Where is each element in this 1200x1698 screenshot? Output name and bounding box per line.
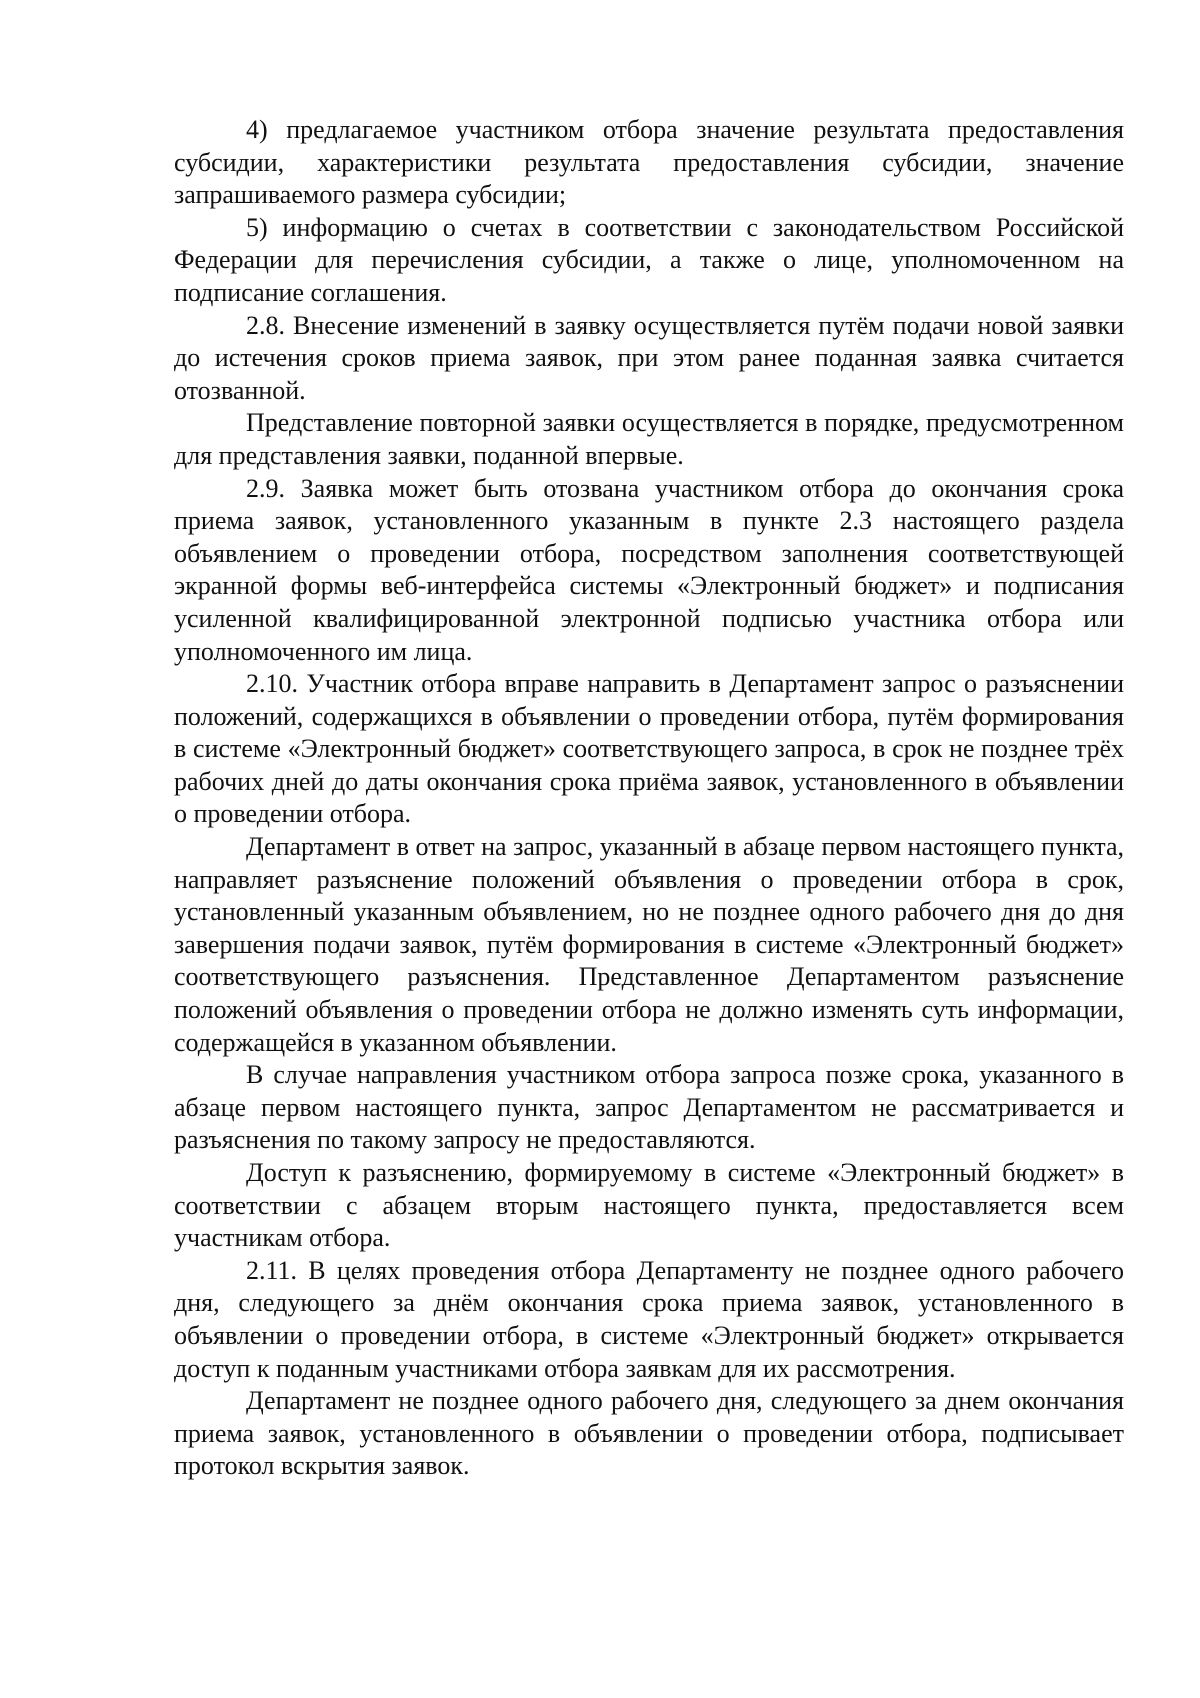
paragraph-department-response: Департамент в ответ на запрос, указанный в абзаце первом настоящего пункта, направляет разъяснение положений объявления о проведении отбора в срок, установленный указанным объявлением, но не позднее одного рабочего дня до дня завершения подачи заявок, путём формирования в системе «Электронный бюджет» соответствующего разъяснения. Представленное Департаментом разъяснение положений объявления о проведении отбора не должно изменять суть информации, содержащейся в указанном объявлении. xyxy=(174,832,1124,1057)
paragraph-protocol: Департамент не позднее одного рабочего дня, следующего за днем окончания приема заявок, установленного в объявлении о проведении отбора, подписывает протокол вскрытия заявок. xyxy=(174,1386,1124,1481)
paragraph-item-5: 5) информацию о счетах в соответствии с законодательством Российской Федерации для перечисления субсидии, а также о лице, уполномоченном на подписание соглашения. xyxy=(174,212,1124,307)
paragraph-item-4: 4) предлагаемое участником отбора значение результата предоставления субсидии, характеристики результата предоставления субсидии, значение запрашиваемого размера субсидии; xyxy=(174,115,1124,210)
document-body xyxy=(174,114,1124,1483)
paragraph-2-9: 2.9. Заявка может быть отозвана участником отбора до окончания срока приема заявок, установленного указанным в пункте 2.3 настоящего раздела объявлением о проведении отбора, посредством заполнения соответствующей экранной формы веб-интерфейса системы «Электронный бюджет» и подписания усиленной квалифицированной электронной подписью участника отбора или уполномоченного им лица. xyxy=(174,473,1124,666)
paragraph-2-8: 2.8. Внесение изменений в заявку осуществляется путём подачи новой заявки до истечения сроков приема заявок, при этом ранее поданная заявка считается отозванной. xyxy=(174,310,1124,405)
paragraph-access-clarification: Доступ к разъяснению, формируемому в системе «Электронный бюджет» в соответствии с абзацем вторым настоящего пункта, предоставляется всем участникам отбора. xyxy=(174,1158,1124,1253)
paragraph-2-11: 2.11. В целях проведения отбора Департаменту не позднее одного рабочего дня, следующего за днём окончания срока приема заявок, установленного в объявлении о проведении отбора, в системе «Электронный бюджет» открывается доступ к поданным участниками отбора заявкам для их рассмотрения. xyxy=(174,1255,1124,1383)
paragraph-late-request: В случае направления участником отбора запроса позже срока, указанного в абзаце первом настоящего пункта, запрос Департаментом не рассматривается и разъяснения по такому запросу не предоставляются. xyxy=(174,1060,1124,1155)
paragraph-resubmission: Представление повторной заявки осуществляется в порядке, предусмотренном для представления заявки, поданной впервые. xyxy=(174,408,1124,470)
paragraph-2-10: 2.10. Участник отбора вправе направить в Департамент запрос о разъяснении положений, содержащихся в объявлении о проведении отбора, путём формирования в системе «Электронный бюджет» соответствующего запроса, в срок не позднее трёх рабочих дней до даты окончания срока приёма заявок, установленного в объявлении о проведении отбора. xyxy=(174,669,1124,829)
